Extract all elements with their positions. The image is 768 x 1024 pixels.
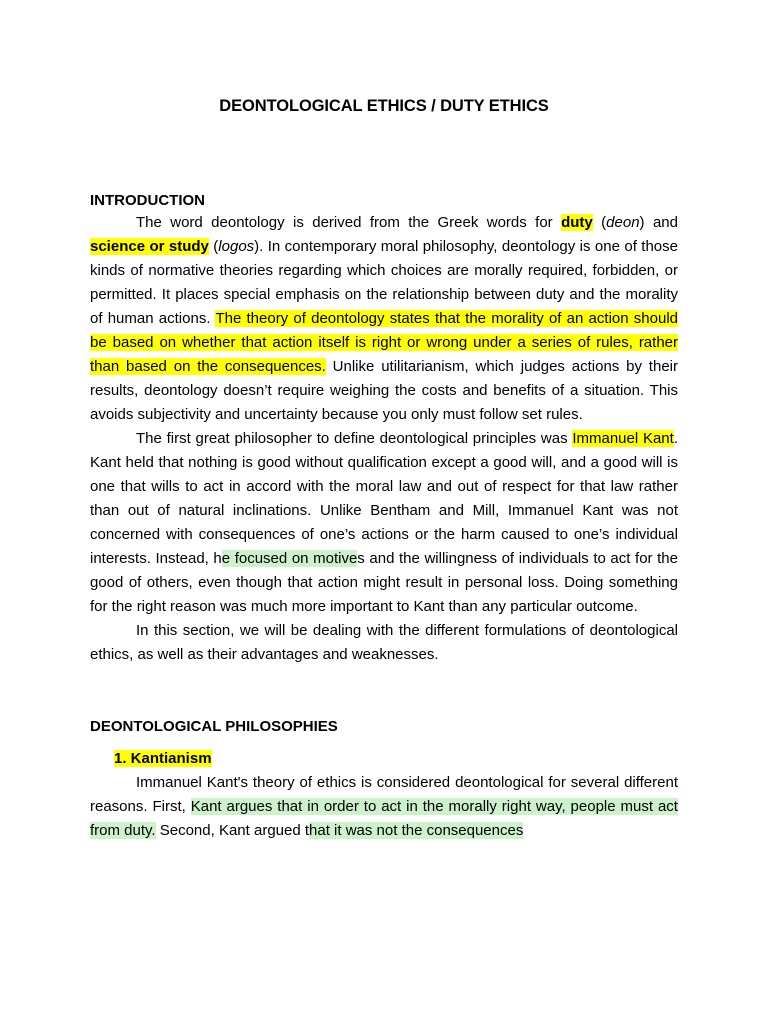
intro-paragraph-2: The first great philosopher to define deontological principles was Immanuel Kant. Kant held that nothing is good without qualification except a good will, and a good will is one that wills to act in accord with the moral law and out of respect for that law rather than out of natural inclinations. Unlike Bentham and Mill, Immanuel Kant was not concerned with consequences of one’s actions or the harm caused to one’s individual interests. Instead, he focused on motives and the willingness of individuals to act for the good of others, even though that action might result in personal loss. Doing something for the right reason was much more important to Kant than any particular outcome.	[90, 430, 678, 615]
kantianism-paragraph: Immanuel Kant's theory of ethics is considered deontological for several different reasons. First, Kant argues that in order to act in the morally right way, people must act from duty. Second, Kant argued that it was not the consequences	[90, 774, 678, 839]
intro-paragraph-1: The word deontology is derived from the Greek words for duty (deon) and science or study (logos). In contemporary moral philosophy, deontology is one of those kinds of normative theories regarding which choices are morally required, forbidden, or permitted. It places special emphasis on the relationship between duty and the morality of human actions. The theory of deontology states that the morality of an action should be based on whether that action itself is right or wrong under a series of rules, rather than based on the consequences. Unlike utilitarianism, which judges actions by their results, deontology doesn’t require weighing the costs and benefits of a situation. This avoids subjectivity and uncertainty because you only must follow set rules.	[90, 214, 678, 423]
highlight-immanuel-kant: Immanuel Kant	[572, 430, 674, 447]
highlight-duty: duty	[561, 214, 593, 231]
highlight-theory-statement: The theory of deontology states that the morality of an action should be based on whether that action itself is right or wrong under a series of rules, rather than based on the consequences.	[90, 310, 678, 375]
document-title: DEONTOLOGICAL ETHICS / DUTY ETHICS	[219, 97, 549, 115]
highlight-focused-on-motive: e focused on motive	[221, 550, 358, 567]
section-heading-introduction: INTRODUCTION	[90, 192, 205, 209]
highlight-science-or-study: science or study	[90, 238, 209, 255]
subheading-kantianism: 1. Kantianism	[114, 750, 212, 767]
highlight-not-the-consequences: hat it was not the consequences	[309, 822, 524, 839]
highlight-act-from-duty: Kant argues that in order to act in the morally right way, p	[190, 798, 579, 815]
intro-paragraph-3: In this section, we will be dealing with the different formulations of deontological ethics, as well as their advantages and weaknesses.	[90, 622, 678, 663]
section-heading-deontological-philosophies: DEONTOLOGICAL PHILOSOPHIES	[90, 718, 338, 735]
